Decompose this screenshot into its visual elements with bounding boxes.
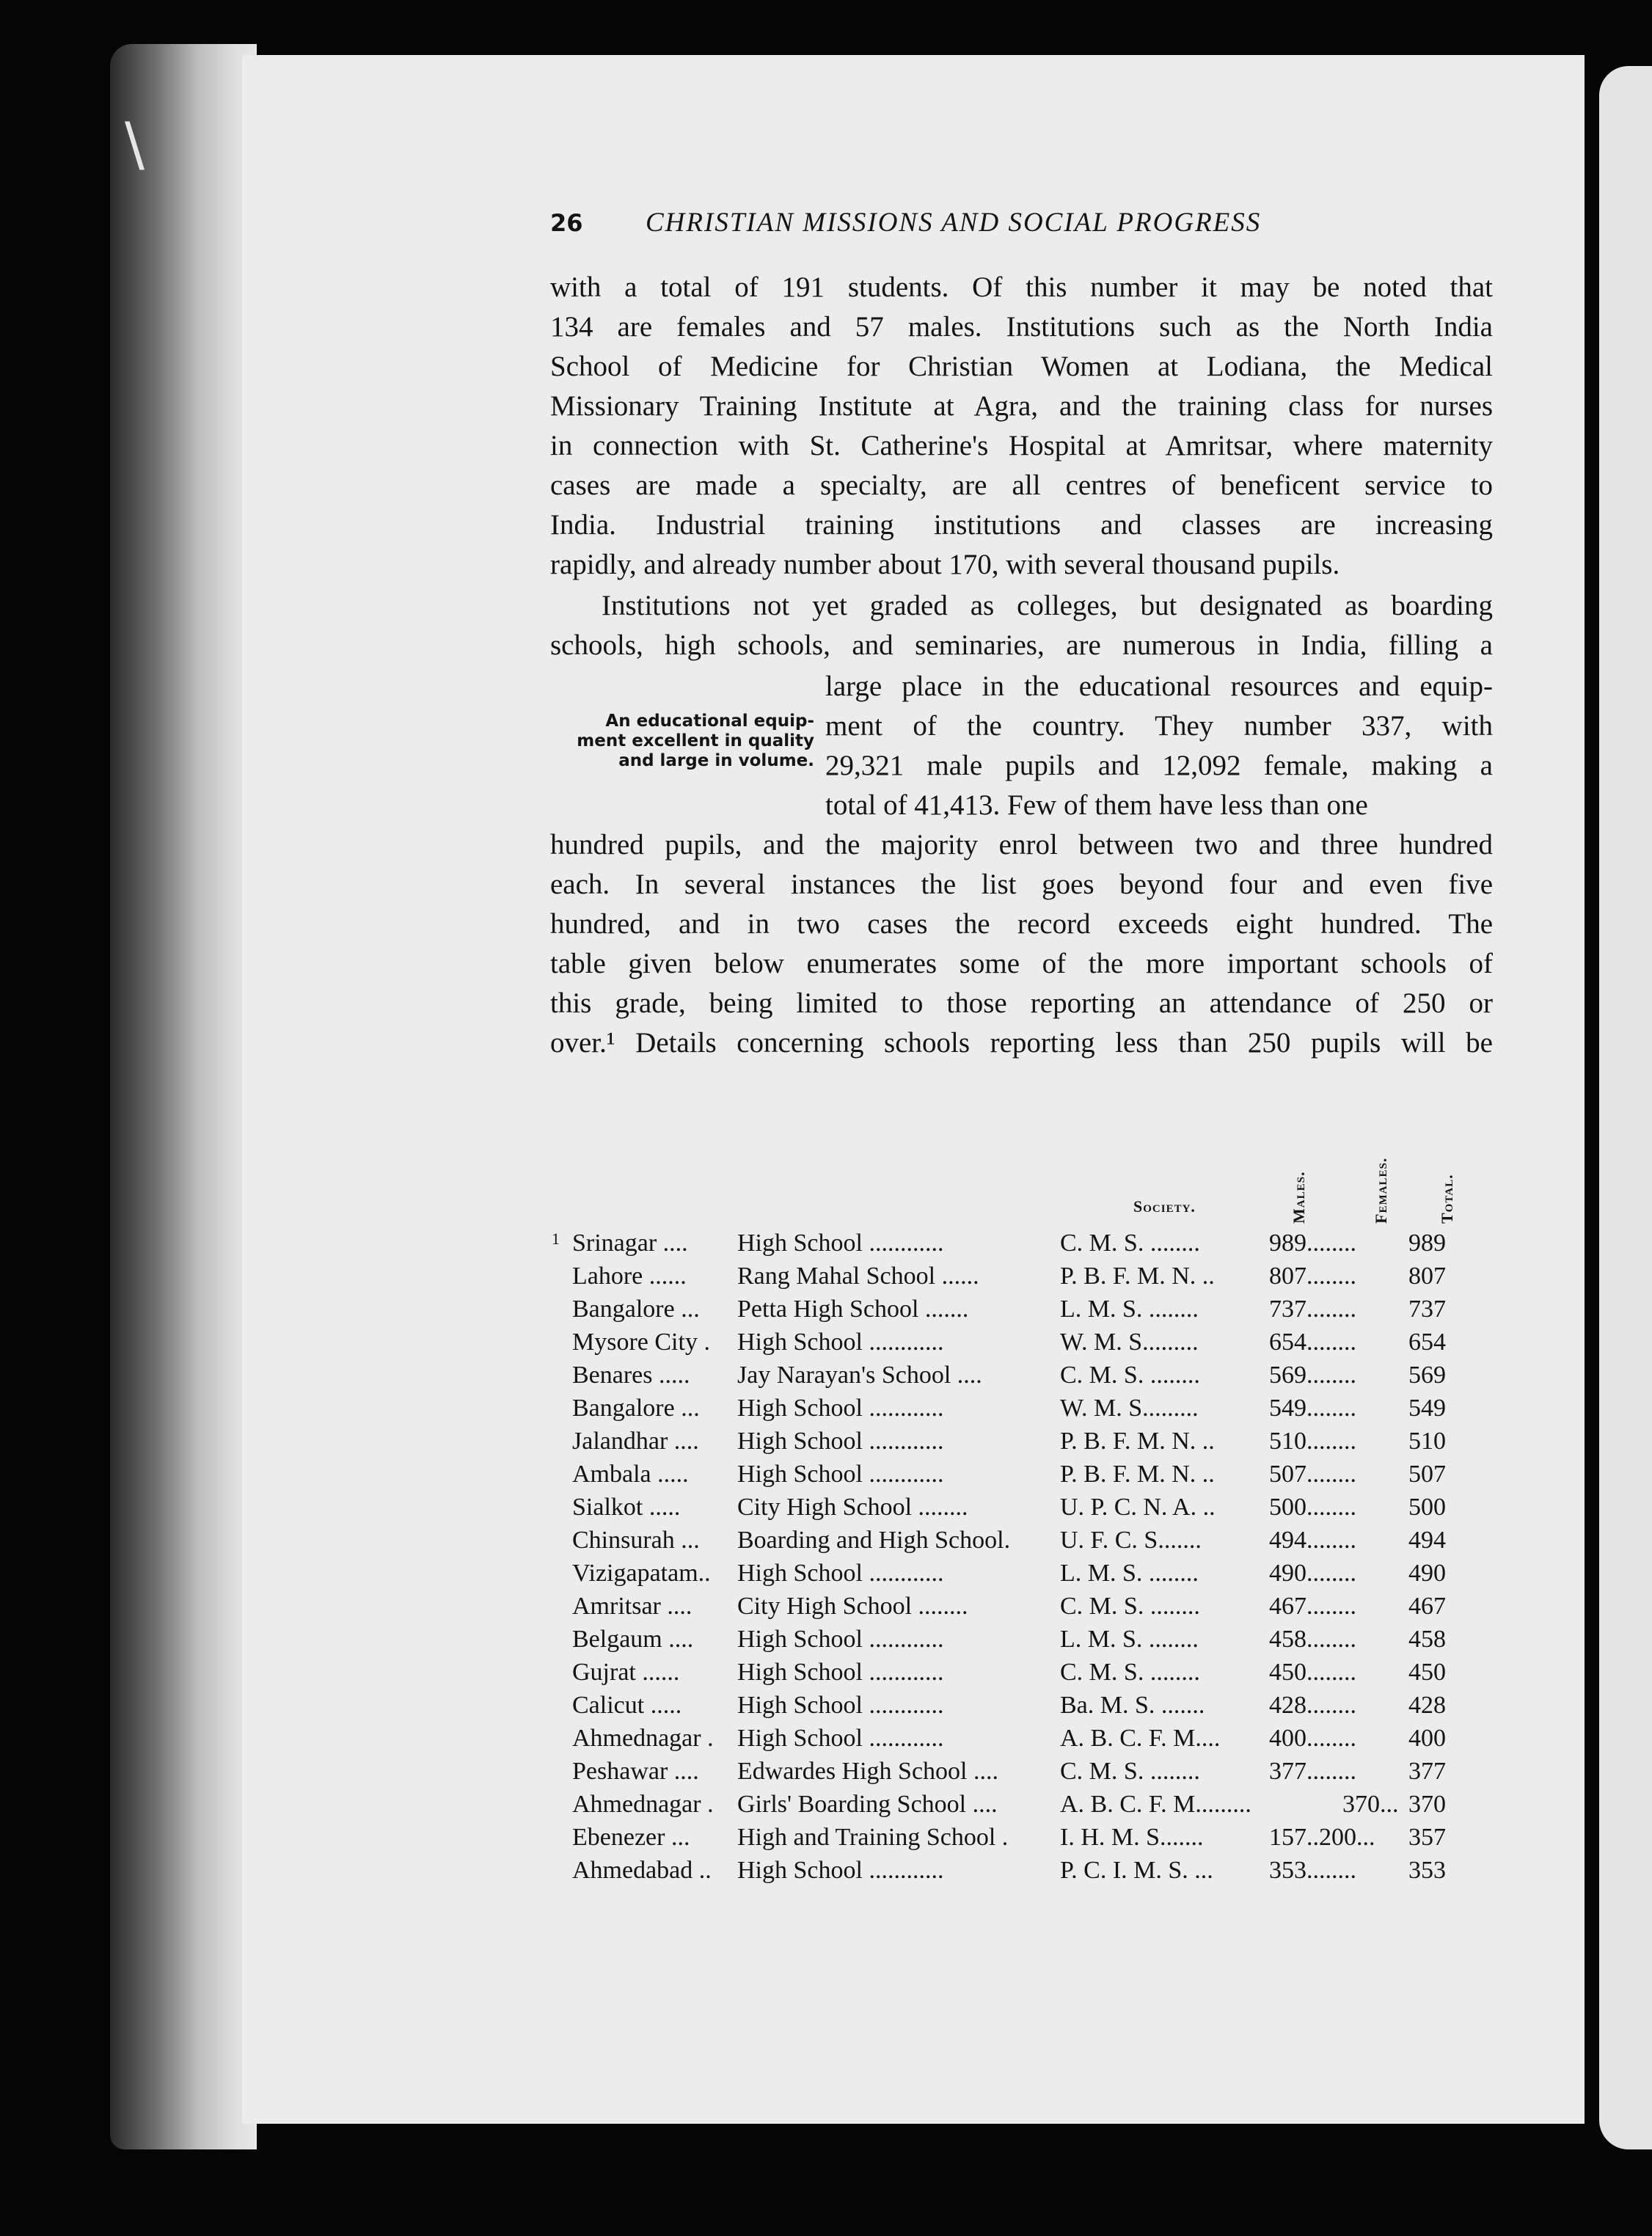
row-place: Jalandhar .... — [572, 1428, 699, 1455]
page-number: 26 — [550, 209, 583, 237]
row-pupils: 450........ — [1269, 1659, 1356, 1686]
row-total: 490 — [1408, 1560, 1446, 1587]
margin-note-line: ment excellent in quality — [577, 731, 814, 750]
text-line: each. In several instances the list goes beyond four and even five — [550, 869, 1493, 900]
row-total: 353 — [1408, 1857, 1446, 1884]
row-school: High School ............ — [737, 1692, 944, 1719]
text-line: 134 are females and 57 males. Institutions such as the North India — [550, 311, 1493, 343]
text-line: Institutions not yet graded as colleges, but designated as boarding — [602, 590, 1493, 621]
row-pupils: 400........ — [1269, 1725, 1356, 1752]
row-total: 467 — [1408, 1593, 1446, 1620]
row-school: High School ............ — [737, 1857, 944, 1884]
row-total: 737 — [1408, 1296, 1446, 1323]
row-society: C. M. S. ........ — [1060, 1758, 1200, 1785]
text-line: ment of the country. They number 337, with — [825, 710, 1493, 742]
row-pupils: 157..200... — [1269, 1824, 1375, 1851]
row-society: L. M. S. ........ — [1060, 1626, 1199, 1653]
row-school: Girls' Boarding School .... — [737, 1791, 998, 1818]
row-total: 549 — [1408, 1395, 1446, 1422]
row-society: C. M. S. ........ — [1060, 1593, 1200, 1620]
text-line: large place in the educational resources and equip- — [825, 671, 1493, 702]
row-pupils: 353........ — [1269, 1857, 1356, 1884]
row-total: 569 — [1408, 1362, 1446, 1389]
row-society: P. C. I. M. S. ... — [1060, 1857, 1213, 1884]
row-school: City High School ........ — [737, 1494, 968, 1521]
row-place: Mysore City . — [572, 1329, 710, 1356]
row-place: Ahmednagar . — [572, 1791, 714, 1818]
row-total: 507 — [1408, 1461, 1446, 1488]
row-pupils: 370... — [1342, 1791, 1399, 1818]
row-pupils: 500........ — [1269, 1494, 1356, 1521]
row-society: U. P. C. N. A. .. — [1060, 1494, 1216, 1521]
row-total: 654 — [1408, 1329, 1446, 1356]
text-line: rapidly, and already number about 170, with several thousand pupils. — [550, 549, 1340, 580]
text-line: in connection with St. Catherine's Hospital at Amritsar, where maternity — [550, 430, 1493, 461]
row-total: 510 — [1408, 1428, 1446, 1455]
margin-note-line: and large in volume. — [618, 751, 814, 770]
row-total: 458 — [1408, 1626, 1446, 1653]
column-header-society: Society. — [1133, 1197, 1196, 1216]
row-society: L. M. S. ........ — [1060, 1560, 1199, 1587]
row-pupils: 467........ — [1269, 1593, 1356, 1620]
row-total: 494 — [1408, 1527, 1446, 1554]
row-place: Benares ..... — [572, 1362, 690, 1389]
row-society: P. B. F. M. N. .. — [1060, 1428, 1215, 1455]
row-society: C. M. S. ........ — [1060, 1230, 1200, 1257]
row-place: Ebenezer ... — [572, 1824, 690, 1851]
text-line: cases are made a specialty, are all centres of beneficent service to — [550, 470, 1493, 501]
row-society: P. B. F. M. N. .. — [1060, 1461, 1215, 1488]
row-school: High and Training School . — [737, 1824, 1009, 1851]
text-line: hundred pupils, and the majority enrol between two and three hundred — [550, 829, 1493, 861]
row-society: L. M. S. ........ — [1060, 1296, 1199, 1323]
row-pupils: 490........ — [1269, 1560, 1356, 1587]
row-total: 500 — [1408, 1494, 1446, 1521]
row-school: Boarding and High School. — [737, 1527, 1011, 1554]
row-pupils: 458........ — [1269, 1626, 1356, 1653]
row-place: Amritsar .... — [572, 1593, 692, 1620]
row-school: High School ............ — [737, 1395, 944, 1422]
row-society: I. H. M. S....... — [1060, 1824, 1204, 1851]
row-pupils: 428........ — [1269, 1692, 1356, 1719]
row-place: Peshawar .... — [572, 1758, 699, 1785]
row-society: C. M. S. ........ — [1060, 1659, 1200, 1686]
row-school: Jay Narayan's School .... — [737, 1362, 982, 1389]
row-place: Bangalore ... — [572, 1395, 700, 1422]
row-pupils: 549........ — [1269, 1395, 1356, 1422]
text-line: table given below enumerates some of the more important schools of — [550, 948, 1493, 979]
row-pupils: 807........ — [1269, 1263, 1356, 1290]
row-total: 807 — [1408, 1263, 1446, 1290]
row-total: 400 — [1408, 1725, 1446, 1752]
text-line: School of Medicine for Christian Women at Lodiana, the Medical — [550, 351, 1493, 382]
row-school: High School ............ — [737, 1230, 944, 1257]
row-school: Edwardes High School .... — [737, 1758, 999, 1785]
row-pupils: 737........ — [1269, 1296, 1356, 1323]
row-place: Srinagar .... — [572, 1230, 688, 1257]
row-society: W. M. S......... — [1060, 1395, 1199, 1422]
row-place: Chinsurah ... — [572, 1527, 700, 1554]
row-school: High School ............ — [737, 1560, 944, 1587]
text-line: over.¹ Details concerning schools reporting less than 250 pupils will be — [550, 1027, 1493, 1059]
row-place: Ambala ..... — [572, 1461, 689, 1488]
footnote-marker: 1 — [552, 1230, 560, 1248]
row-place: Vizigapatam.. — [572, 1560, 711, 1587]
text-line: schools, high schools, and seminaries, are numerous in India, filling a — [550, 629, 1493, 661]
running-title: CHRISTIAN MISSIONS AND SOCIAL PROGRESS — [646, 208, 1262, 238]
row-school: High School ............ — [737, 1329, 944, 1356]
row-place: Belgaum .... — [572, 1626, 694, 1653]
row-total: 989 — [1408, 1230, 1446, 1257]
row-pupils: 494........ — [1269, 1527, 1356, 1554]
column-header-males: Males. — [1290, 1171, 1308, 1224]
text-line: with a total of 191 students. Of this number it may be noted that — [550, 271, 1493, 303]
row-pupils: 507........ — [1269, 1461, 1356, 1488]
row-society: U. F. C. S....... — [1060, 1527, 1202, 1554]
row-school: High School ............ — [737, 1725, 944, 1752]
row-total: 450 — [1408, 1659, 1446, 1686]
row-place: Gujrat ...... — [572, 1659, 680, 1686]
row-pupils: 510........ — [1269, 1428, 1356, 1455]
row-school: High School ............ — [737, 1659, 944, 1686]
row-school: Petta High School ....... — [737, 1296, 969, 1323]
text-line: Missionary Training Institute at Agra, and the training class for nurses — [550, 390, 1493, 422]
row-place: Bangalore ... — [572, 1296, 700, 1323]
scan-mark: \ — [125, 110, 145, 178]
row-pupils: 989........ — [1269, 1230, 1356, 1257]
row-society: Ba. M. S. ....... — [1060, 1692, 1205, 1719]
row-place: Calicut ..... — [572, 1692, 682, 1719]
row-pupils: 569........ — [1269, 1362, 1356, 1389]
row-place: Lahore ...... — [572, 1263, 687, 1290]
margin-note — [513, 712, 814, 771]
running-header — [550, 207, 1496, 244]
column-header-females: Females. — [1372, 1157, 1390, 1224]
row-school: High School ............ — [737, 1428, 944, 1455]
book-page-edge — [110, 44, 257, 2149]
text-line: 29,321 male pupils and 12,092 female, making a — [825, 750, 1493, 781]
row-school: High School ............ — [737, 1626, 944, 1653]
row-school: Rang Mahal School ...... — [737, 1263, 979, 1290]
text-line: this grade, being limited to those reporting an attendance of 250 or — [550, 987, 1493, 1019]
row-society: C. M. S. ........ — [1060, 1362, 1200, 1389]
row-place: Ahmednagar . — [572, 1725, 714, 1752]
row-society: A. B. C. F. M.... — [1060, 1725, 1221, 1752]
row-total: 377 — [1408, 1758, 1446, 1785]
text-line: hundred, and in two cases the record exceeds eight hundred. The — [550, 908, 1493, 940]
facing-page-edge — [1599, 66, 1652, 2149]
row-total: 357 — [1408, 1824, 1446, 1851]
text-line: India. Industrial training institutions and classes are increasing — [550, 509, 1493, 541]
row-place: Sialkot ..... — [572, 1494, 681, 1521]
column-header-total: Total. — [1438, 1174, 1456, 1224]
row-pupils: 654........ — [1269, 1329, 1356, 1356]
row-society: A. B. C. F. M......... — [1060, 1791, 1251, 1818]
margin-note-line: An educational equip- — [605, 712, 814, 731]
row-society: W. M. S......... — [1060, 1329, 1199, 1356]
row-society: P. B. F. M. N. .. — [1060, 1263, 1215, 1290]
row-pupils: 377........ — [1269, 1758, 1356, 1785]
row-place: Ahmedabad .. — [572, 1857, 712, 1884]
row-school: City High School ........ — [737, 1593, 968, 1620]
row-school: High School ............ — [737, 1461, 944, 1488]
row-total: 370 — [1408, 1791, 1446, 1818]
row-total: 428 — [1408, 1692, 1446, 1719]
text-line: total of 41,413. Few of them have less than one — [825, 789, 1368, 821]
